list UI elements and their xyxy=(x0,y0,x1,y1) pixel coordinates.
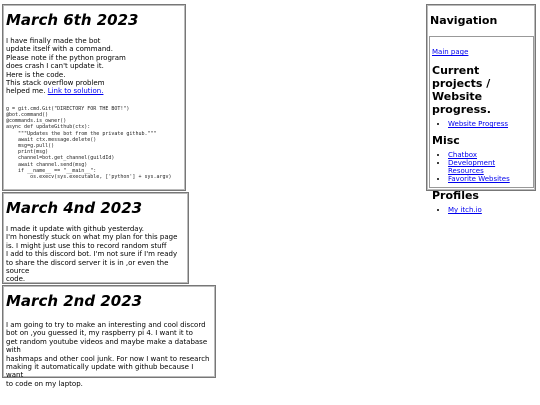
post-line: I have finally made the bot xyxy=(6,37,101,45)
solution-link[interactable]: Link to solution. xyxy=(47,87,104,96)
post-line: This stack overflow problem xyxy=(6,79,105,88)
navigation-panel xyxy=(426,4,536,214)
nav-section-misc: Misc xyxy=(432,134,460,147)
nav-section-profiles: Profiles xyxy=(432,189,479,202)
post-body xyxy=(6,225,185,284)
nav-list-projects xyxy=(432,120,531,128)
post-line: is. I might just use this to record random stuff xyxy=(6,241,167,250)
post-line: I am going to try to make an interesting and cool discord xyxy=(6,321,206,329)
list-item xyxy=(448,151,531,159)
post-line: Here is the code. xyxy=(6,70,66,79)
blog-post-march-2 xyxy=(2,285,216,388)
nav-list-misc xyxy=(432,151,531,183)
blog-post-march-4 xyxy=(2,192,189,284)
post-line: Please note if the python program xyxy=(6,53,126,62)
post-line: to share the discord server it is in ,or even the source xyxy=(6,258,169,276)
post-title: March 4nd 2023 xyxy=(6,199,143,217)
list-item xyxy=(448,159,531,175)
website-progress-link[interactable]: Website Progress xyxy=(448,120,509,128)
post-body xyxy=(6,321,212,388)
list-item xyxy=(448,175,531,183)
nav-section-projects: Current projects / Website progress. xyxy=(432,64,491,116)
post-line: does crash I can't update it. xyxy=(6,62,104,71)
post-line: I add to this discord bot. I'm not sure if I'm ready xyxy=(6,250,178,259)
itchio-link[interactable]: My itch.io xyxy=(448,206,482,214)
nav-content xyxy=(429,36,534,214)
development-resources-link[interactable]: Development Resources xyxy=(448,159,496,175)
post-line: I made it update with github yesterday. xyxy=(6,225,144,233)
post-line: to code on my laptop. xyxy=(6,379,83,388)
post-body xyxy=(6,37,182,96)
nav-list-profiles xyxy=(432,206,531,214)
chatbox-link[interactable]: Chatbox xyxy=(448,151,478,159)
post-line: update itself with a command. xyxy=(6,45,113,54)
post-line: hashmaps and other cool junk. For now I want to research xyxy=(6,354,210,363)
post-line: I'm honestly stuck on what my plan for this page xyxy=(6,233,178,242)
main-page-link[interactable]: Main page xyxy=(432,48,469,56)
code-block: g = git.cmd.Git("DIRECTORY FOR THE BOT!") @bot.command() @commands.is_owner() async def updateGithub(ctx): """Updates the bot from the private github.""" await ctx.message.delete() msg=g.pull() print(msg) channel=bot.get_channel(guildId) await channel.send(msg) if __name__ == "__main__": os.execv(sys.executable, ['python'] + sys.argv) xyxy=(6,105,172,181)
blog-post-march-6 xyxy=(2,4,186,191)
post-line: get random youtube videos and maybe make a database with xyxy=(6,337,208,355)
post-title: March 2nd 2023 xyxy=(6,292,143,310)
post-title: March 6th 2023 xyxy=(6,11,139,29)
post-line: code. xyxy=(6,275,26,284)
list-item xyxy=(448,120,531,128)
list-item xyxy=(448,206,531,214)
favorite-websites-link[interactable]: Favorite Websites xyxy=(448,175,510,183)
post-line: helped me. xyxy=(6,87,48,96)
nav-heading: Navigation xyxy=(430,14,498,27)
post-line: bot on ,you guessed it, my raspberry pi 4. I want it to xyxy=(6,329,193,338)
post-line: making it automatically update with github because I want xyxy=(6,363,194,380)
